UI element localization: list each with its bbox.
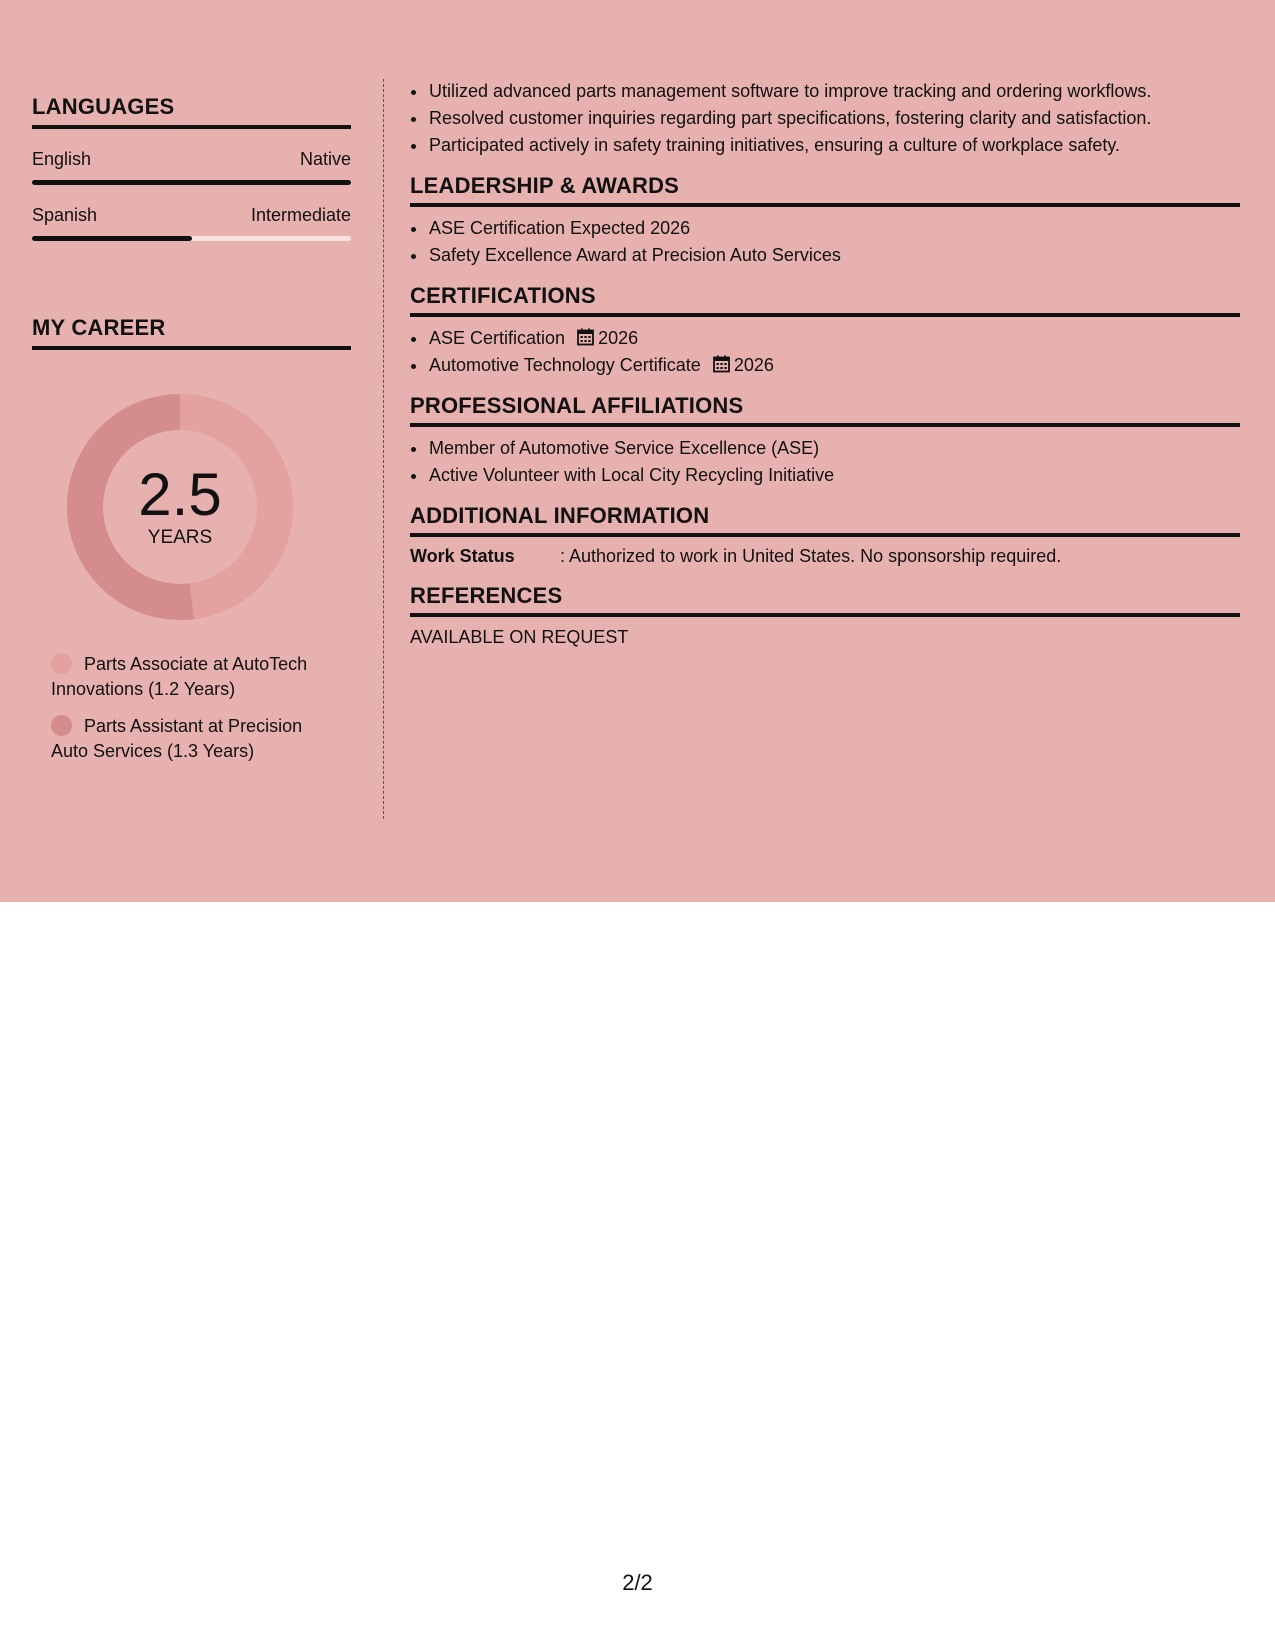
- affiliation-item: • Member of Automotive Service Excellence (ASE): [428, 435, 1240, 462]
- experience-bullet: • Resolved customer inquiries regarding part specifications, fostering clarity and satisfaction.: [428, 105, 1240, 132]
- references-text: AVAILABLE ON REQUEST: [410, 627, 629, 647]
- career-legend: [51, 652, 341, 764]
- column-divider: [383, 79, 384, 819]
- main-content: [410, 78, 1240, 648]
- language-proficiency-fill: [32, 236, 192, 241]
- language-entry: [32, 149, 351, 185]
- additional-info-section: [410, 503, 1240, 567]
- language-proficiency-bar: [32, 236, 351, 241]
- certifications-heading: CERTIFICATIONS: [410, 283, 1240, 317]
- work-status-row: [410, 546, 1240, 567]
- career-legend-item: [51, 652, 341, 702]
- additional-info-heading: ADDITIONAL INFORMATION: [410, 503, 1240, 537]
- page-number: 2/2: [622, 1570, 653, 1595]
- calendar-icon: [713, 355, 730, 373]
- languages-heading: LANGUAGES: [32, 94, 351, 129]
- work-status-value: : Authorized to work in United States. No sponsorship required.: [560, 546, 1062, 566]
- certification-name: ASE Certification: [429, 328, 566, 348]
- language-entry: [32, 205, 351, 241]
- language-level: Intermediate: [250, 205, 351, 225]
- donut-center-label: [65, 392, 295, 622]
- language-proficiency-fill: [32, 180, 351, 185]
- experience-bullet: • Participated actively in safety training initiatives, ensuring a culture of workplace safety.: [428, 132, 1240, 159]
- affiliations-section: [410, 393, 1240, 489]
- experience-bullet: • Utilized advanced parts management software to improve tracking and ordering workflows.: [428, 78, 1240, 105]
- career-total-years: 2.5: [138, 461, 222, 528]
- experience-bullet-list: [410, 78, 1240, 159]
- career-legend-item: [51, 714, 341, 764]
- language-proficiency-bar: [32, 180, 351, 185]
- references-section: [410, 583, 1240, 648]
- legend-dot-icon: [51, 653, 72, 674]
- legend-dot-icon: [51, 715, 72, 736]
- work-status-label: Work Status: [410, 546, 515, 566]
- career-total-unit: YEARS: [147, 527, 213, 548]
- affiliations-heading: PROFESSIONAL AFFILIATIONS: [410, 393, 1240, 427]
- leadership-item: • ASE Certification Expected 2026: [428, 215, 1240, 242]
- sidebar: [32, 94, 351, 776]
- language-level: Native: [299, 149, 351, 169]
- certification-item: [428, 325, 1240, 352]
- certification-item: [428, 352, 1240, 379]
- leadership-section: [410, 173, 1240, 269]
- career-donut-chart: [65, 392, 295, 622]
- language-name: English: [32, 149, 92, 169]
- career-legend-label: Parts Associate at AutoTech Innovations (1.2 Years): [51, 654, 308, 699]
- language-name: Spanish: [32, 205, 98, 225]
- career-heading: MY CAREER: [32, 315, 351, 350]
- leadership-item: • Safety Excellence Award at Precision Auto Services: [428, 242, 1240, 269]
- leadership-heading: LEADERSHIP & AWARDS: [410, 173, 1240, 207]
- affiliation-item: • Active Volunteer with Local City Recycling Initiative: [428, 462, 1240, 489]
- certification-year: 2026: [733, 355, 774, 375]
- certification-year: 2026: [598, 328, 639, 348]
- certifications-section: [410, 283, 1240, 379]
- career-legend-label: Parts Assistant at Precision Auto Services (1.3 Years): [51, 716, 303, 761]
- calendar-icon: [577, 328, 594, 346]
- certification-name: Automotive Technology Certificate: [429, 355, 701, 375]
- references-heading: REFERENCES: [410, 583, 1240, 617]
